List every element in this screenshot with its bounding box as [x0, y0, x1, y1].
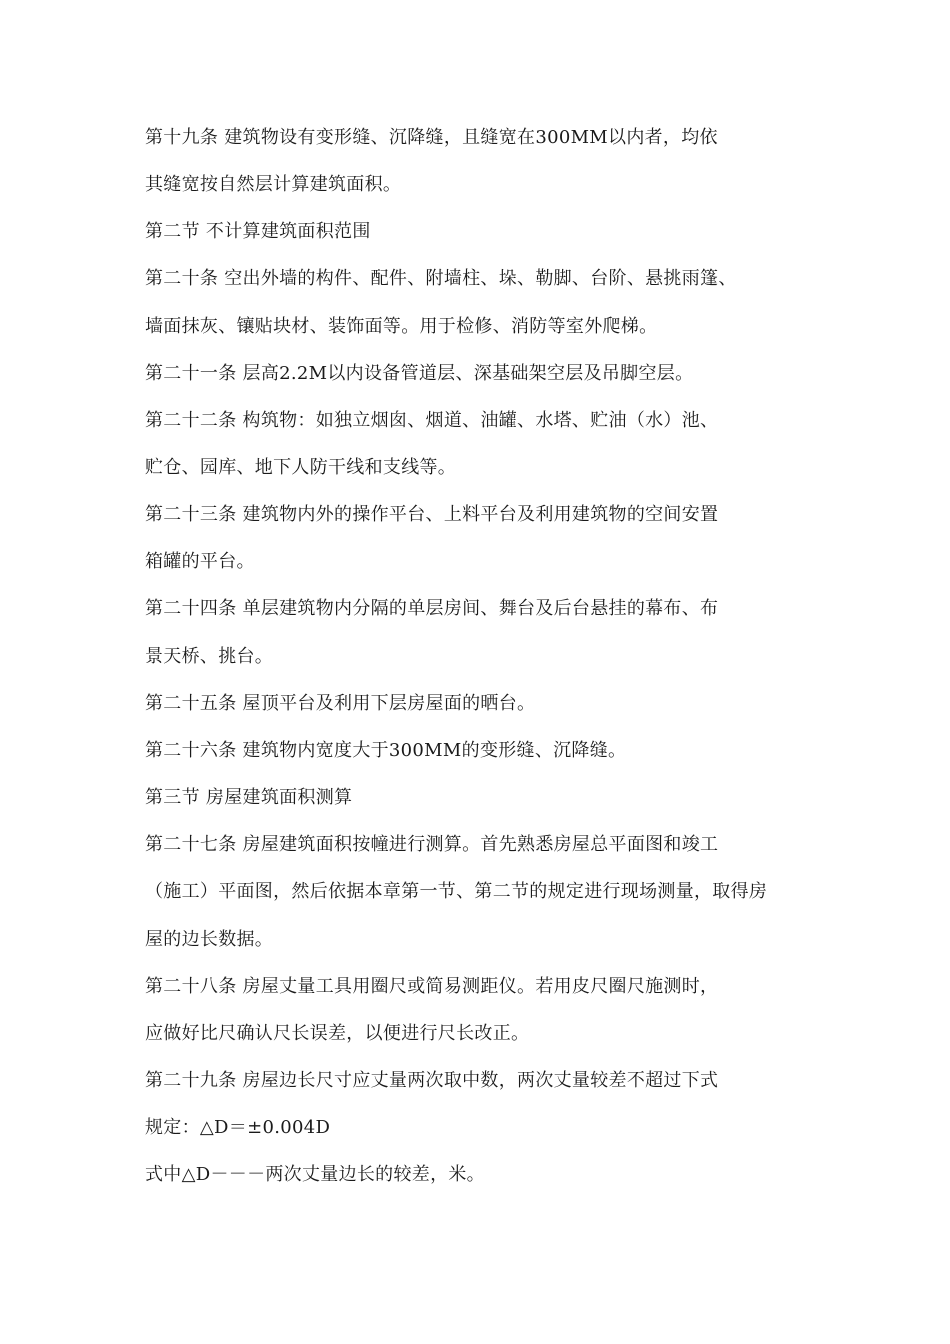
article-19-line-2: 其缝宽按自然层计算建筑面积。 [145, 174, 402, 195]
article-25-line-1: 第二十五条 屋顶平台及利用下层房屋面的晒台。 [145, 693, 536, 714]
article-27-line-2: （施工）平面图，然后依据本章第一节、第二节的规定进行现场测量，取得房 [145, 881, 768, 902]
formula-line: 规定：△D＝±0.004D [145, 1117, 331, 1138]
article-24-line-2: 景天桥、挑台。 [145, 646, 274, 667]
section-2-heading: 第二节 不计算建筑面积范围 [145, 221, 371, 242]
section-3-heading: 第三节 房屋建筑面积测算 [145, 787, 353, 808]
article-22-line-1: 第二十二条 构筑物：如独立烟囱、烟道、油罐、水塔、贮油（水）池、 [145, 410, 719, 431]
article-23-line-1: 第二十三条 建筑物内外的操作平台、上料平台及利用建筑物的空间安置 [145, 504, 719, 525]
article-29-line-1: 第二十九条 房屋边长尺寸应丈量两次取中数，两次丈量较差不超过下式 [145, 1070, 719, 1091]
article-22-line-2: 贮仓、园库、地下人防干线和支线等。 [145, 457, 457, 478]
article-24-line-1: 第二十四条 单层建筑物内分隔的单层房间、舞台及后台悬挂的幕布、布 [145, 598, 719, 619]
article-19-line-1: 第十九条 建筑物设有变形缝、沉降缝，且缝宽在300MM以内者，均依 [145, 127, 718, 148]
formula-note-line: 式中△D－－－两次丈量边长的较差，米。 [145, 1164, 485, 1185]
article-27-line-3: 屋的边长数据。 [145, 929, 274, 950]
article-20-line-2: 墙面抹灰、镶贴块材、装饰面等。用于检修、消防等室外爬梯。 [145, 316, 658, 337]
article-23-line-2: 箱罐的平台。 [145, 551, 255, 572]
article-28-line-2: 应做好比尺确认尺长误差，以便进行尺长改正。 [145, 1023, 530, 1044]
article-20-line-1: 第二十条 空出外墙的构件、配件、附墙柱、垛、勒脚、台阶、悬挑雨篷、 [145, 268, 737, 289]
article-28-line-1: 第二十八条 房屋丈量工具用圈尺或简易测距仪。若用皮尺圈尺施测时， [145, 976, 719, 997]
article-27-line-1: 第二十七条 房屋建筑面积按幢进行测算。首先熟悉房屋总平面图和竣工 [145, 834, 719, 855]
article-26-line-1: 第二十六条 建筑物内宽度大于300MM的变形缝、沉降缝。 [145, 740, 627, 761]
article-21-line-1: 第二十一条 层高2.2M以内设备管道层、深基础架空层及吊脚空层。 [145, 363, 694, 384]
